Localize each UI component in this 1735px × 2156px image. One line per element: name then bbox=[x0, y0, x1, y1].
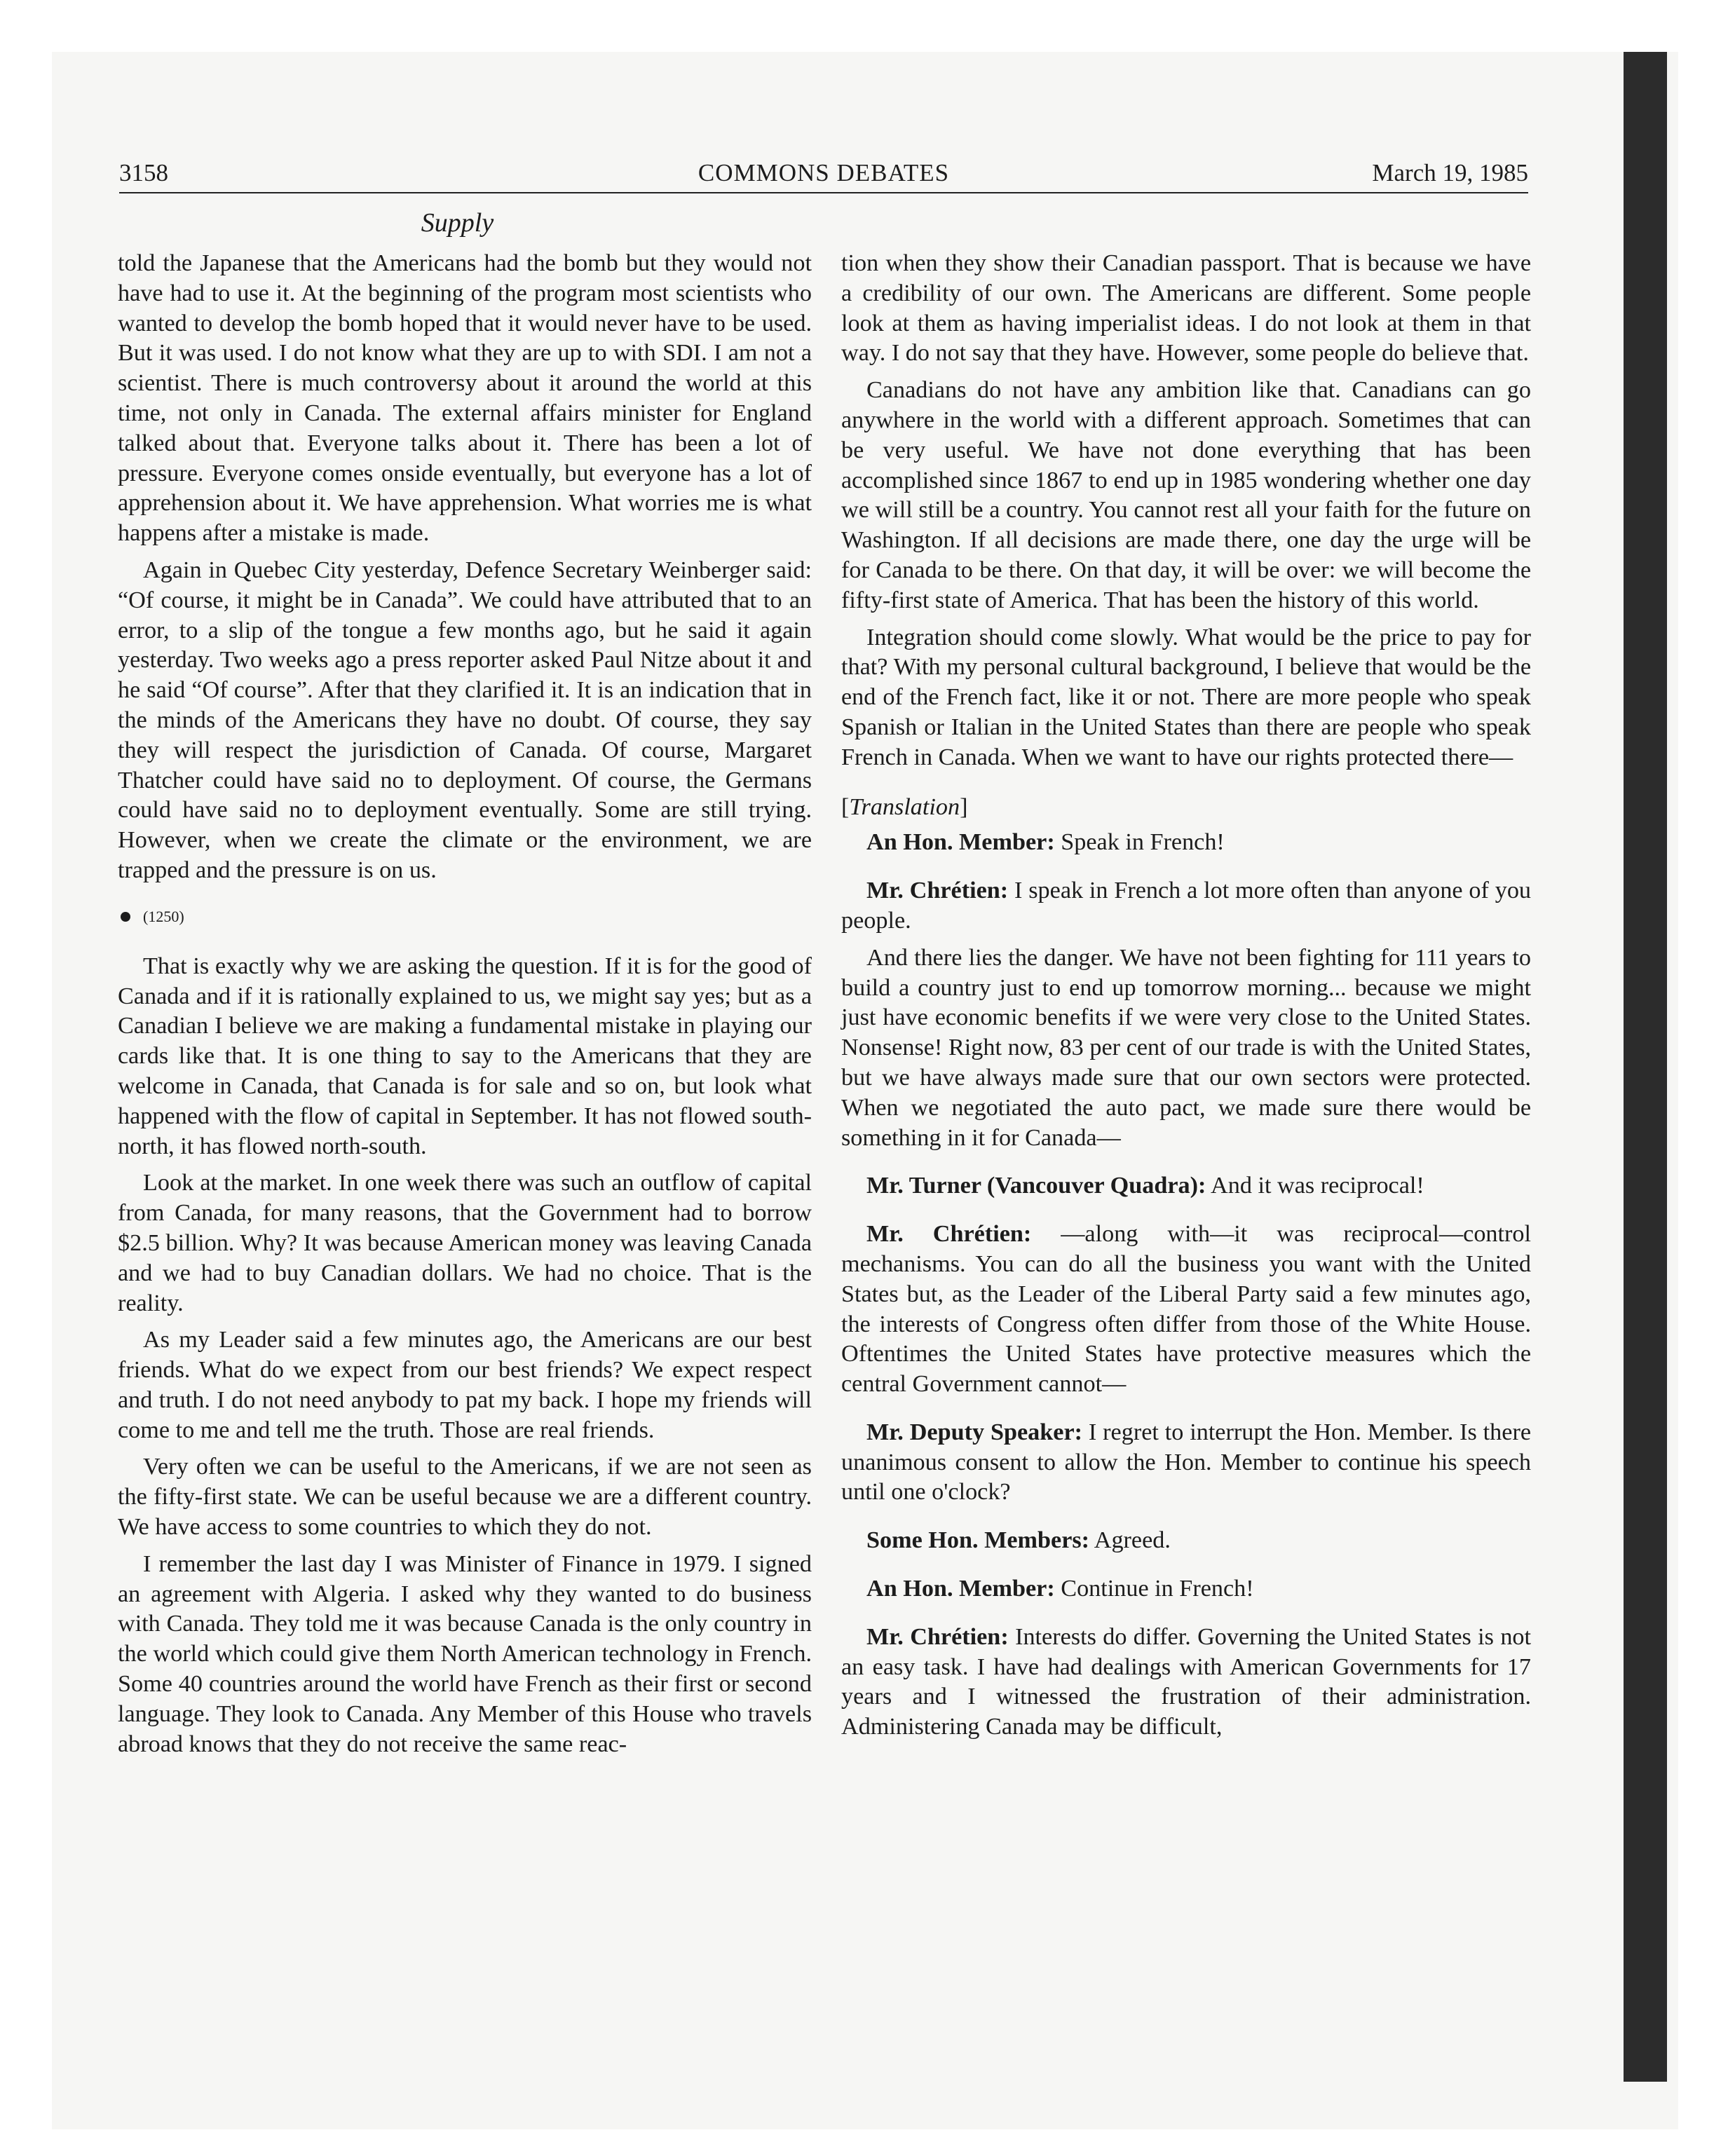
dialogue-line bbox=[841, 1418, 1531, 1508]
paragraph: As my Leader said a few minutes ago, the Americans are our best friends. What do we expect from our best friends? We expect respect and truth. I do not need anybody to pat my back. I hope my friends will come to me and tell me the truth. Those are real friends. bbox=[118, 1327, 812, 1443]
dialogue-text: —along with—it was reciprocal—control mechanisms. You can do all the business you want with the United States but, as the Leader of the Liberal Party said a few minutes ago, the interests of Congress often differ from those of the White House. Oftentimes the United States have protective measures which the central Government cannot— bbox=[841, 1221, 1531, 1398]
dialogue-line bbox=[841, 1220, 1531, 1400]
paragraph: I remember the last day I was Minister of Finance in 1979. I signed an agreement with Algeria. I asked why they wanted to do business with Canada. They told me it was because Canada is the only country in the world which could give them North American technology in French. Some 40 countries around the world have French as their first or second language. They look to Canada. Any Member of this House who travels abroad knows that they do not receive the same reac- bbox=[118, 1550, 812, 1757]
speaker-name: Mr. Chrétien: bbox=[866, 1221, 1032, 1248]
paragraph: tion when they show their Canadian passport. That is because we have a credibility of our own. The Americans are different. Some people look at them as having imperialist ideas. I do not look at them in that way. I do not say that they have. However, some people do believe that. bbox=[841, 250, 1531, 367]
speaker-name: Mr. Turner (Vancouver Quadra): bbox=[866, 1173, 1206, 1199]
paragraph: Again in Quebec City yesterday, Defence Secretary Weinberger said: “Of course, it might be in Canada”. We could have attributed that to an error, to a slip of the tongue a few months ago, but he said it again yesterday. Two weeks ago a press reporter asked Paul Nitze about it and he said “Of course”. After that they clarified it. It is an indication that in the minds of the Americans they have no doubt. Of course, they say they will respect the jurisdiction of Canada. Of course, Margaret Thatcher could have said no to deployment. Of course, the Germans could have said no to deployment eventually. Some are still trying. However, when we create the climate or the environment, we are trapped and the pressure is on us. bbox=[118, 557, 812, 883]
dialogue-text: And it was reciprocal! bbox=[1211, 1173, 1424, 1199]
paragraph: Look at the market. In one week there was such an outflow of capital from Canada, for many reasons, that the Government had to borrow $2.5 billion. Why? It was because American money was leaving Canada and we had to buy Canadian dollars. We had no choice. That is the reality. bbox=[118, 1170, 812, 1316]
dialogue-text: I speak in French a lot more often than anyone of you people. bbox=[841, 878, 1532, 934]
right-column bbox=[841, 249, 1531, 1749]
scan-edge-shadow bbox=[1624, 52, 1667, 2082]
page-header bbox=[119, 157, 1528, 193]
dialogue-line bbox=[841, 1574, 1531, 1604]
paragraph: Integration should come slowly. What would be the price to pay for that? With my personal cultural background, I believe that would be the end of the French fact, like it or not. There are more people who speak Spanish or Italian in the United States than there are people who speak French in Canada. When we want to have our rights protected there— bbox=[841, 624, 1531, 770]
speaker-name: An Hon. Member: bbox=[866, 829, 1055, 856]
publication-title: COMMONS DEBATES bbox=[698, 159, 950, 186]
paragraph: That is exactly why we are asking the question. If it is for the good of Canada and if it is rationally explained to us, we might say yes; but as a Canadian I believe we are making a fundamental mistake in playing our cards like that. It is one thing to say to the Americans that they are welcome in Canada, that Canada is for sale and so on, but look what happened with the flow of capital in September. It has not flowed south-north, it has flowed north-south. bbox=[118, 953, 812, 1159]
speaker-name: Mr. Chrétien: bbox=[866, 1623, 1009, 1650]
paragraph: Very often we can be useful to the Americans, if we are not seen as the fifty-first state. We can be useful because we are a different country. We have access to some countries to which they do not. bbox=[118, 1454, 812, 1541]
translation-note: [Translation] bbox=[841, 793, 968, 820]
dialogue-text: Continue in French! bbox=[1061, 1576, 1254, 1602]
speaker-name: An Hon. Member: bbox=[866, 1576, 1055, 1602]
publication-date: March 19, 1985 bbox=[1372, 159, 1528, 186]
speaker-name: Mr. Deputy Speaker: bbox=[866, 1419, 1083, 1445]
time-marker bbox=[118, 907, 812, 927]
dialogue-line bbox=[841, 876, 1531, 936]
dialogue-text: Agreed. bbox=[1094, 1527, 1171, 1554]
dialogue-text: I regret to interrupt the Hon. Member. Is there unanimous consent to allow the Hon. Member to continue his speech until one o'clock? bbox=[841, 1419, 1532, 1506]
dialogue-line bbox=[841, 1623, 1531, 1742]
page-number: 3158 bbox=[119, 159, 168, 186]
dialogue-line bbox=[841, 828, 1531, 858]
paragraph: told the Japanese that the Americans had the bomb but they would not have had to use it. At the beginning of the program most scientists who wanted to develop the bomb hoped that it would never have to be used. But it was used. I do not know what they are up to with SDI. I am not a scientist. There is much controversy about it around the world at this time, not only in Canada. The external affairs minister for England talked about that. Everyone talks about it. There has been a lot of pressure. Everyone comes onside eventually, but everyone has a lot of apprehension about it. We have apprehension. What worries me is what happens after a mistake is made. bbox=[118, 250, 812, 547]
paragraph: And there lies the danger. We have not been fighting for 111 years to build a country just to end up tomorrow morning... because we might just have economic benefits if we were very close to the United States. Nonsense! Right now, 83 per cent of our trade is with the United States, but we have always made sure that our own sectors were protected. When we negotiated the auto pact, we made sure there would be something in it for Canada— bbox=[841, 944, 1531, 1151]
section-title: Supply bbox=[421, 208, 494, 238]
paragraph: Canadians do not have any ambition like that. Canadians can go anywhere in the world with a different approach. Sometimes that can be very useful. We have not done everything that has been accomplished since 1867 to end up in 1985 wondering whether one day we will still be a country. You cannot rest all your faith for the future on Washington. If all decisions are made there, one day the urge will be for Canada to be there. On that day, it will be over: we will become the fifty-first state of America. That has been the history of this world. bbox=[841, 377, 1531, 613]
dialogue-line bbox=[841, 1526, 1531, 1556]
speaker-name: Mr. Chrétien: bbox=[866, 878, 1009, 904]
time-marker-label: (1250) bbox=[143, 907, 184, 925]
dialogue-line bbox=[841, 1171, 1531, 1201]
dialogue-text: Interests do differ. Governing the United States is not an easy task. I have had dealings with American Governments for 17 years and I witnessed the frustration of their administration. Administering Canada may be difficult, bbox=[841, 1623, 1532, 1740]
bullet-icon bbox=[121, 912, 130, 922]
left-column bbox=[118, 249, 812, 1766]
dialogue-text: Speak in French! bbox=[1061, 829, 1225, 856]
translation-label: Translation bbox=[849, 793, 960, 820]
speaker-name: Some Hon. Members: bbox=[866, 1527, 1090, 1554]
